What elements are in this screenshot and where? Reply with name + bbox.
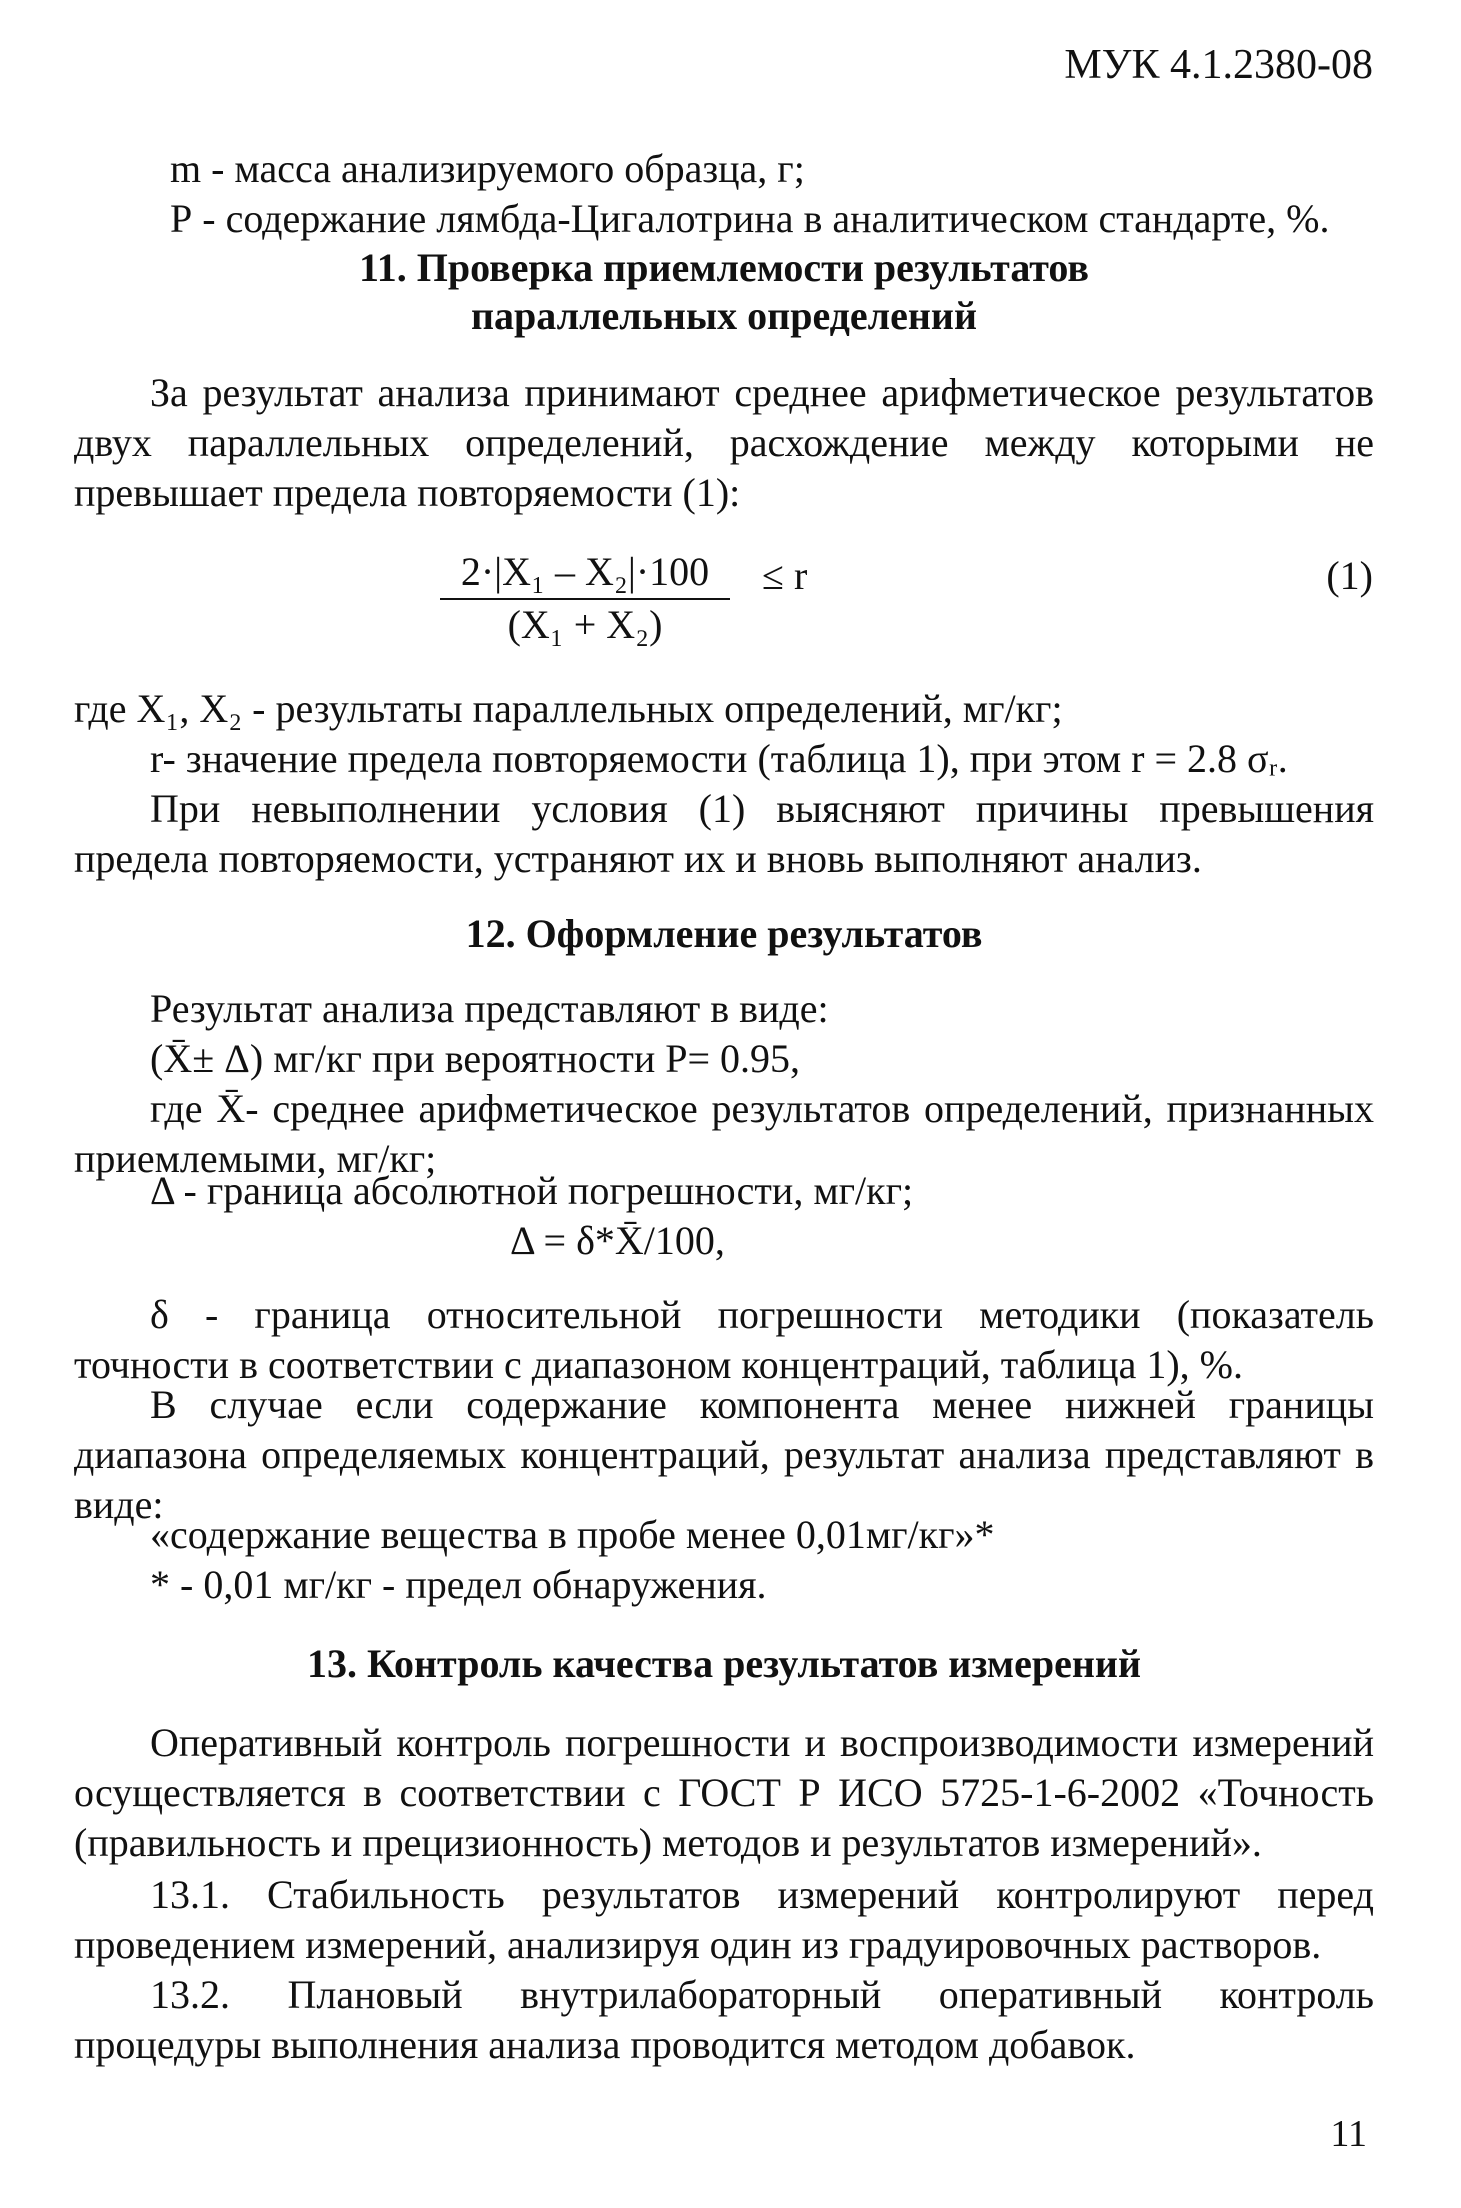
formula-number: (1) bbox=[1326, 553, 1373, 598]
section-11-paragraph-1: За результат анализа принимают среднее арифметическое результатов двух параллельных определений, расхождение между которыми не превышает предела повторяемости (1): bbox=[74, 370, 1374, 515]
section-13-2-paragraph: 13.2. Плановый внутрилабораторный оперативный контроль процедуры выполнения анализа проводится методом добавок. bbox=[74, 1972, 1374, 2067]
below-range-result: «содержание вещества в пробе менее 0,01мг/кг»* bbox=[150, 1512, 995, 1557]
mean-definition: где X̄- среднее арифметическое результатов определений, признанных приемлемыми, мг/кг; bbox=[74, 1086, 1374, 1181]
result-form-line: Результат анализа представляют в виде: bbox=[150, 986, 829, 1031]
definition-m: m - масса анализируемого образца, г; bbox=[170, 146, 805, 191]
definition-p: Р - содержание лямбда-Цигалотрина в аналитическом стандарте, %. bbox=[170, 196, 1330, 241]
section-13-1-paragraph: 13.1. Стабильность результатов измерений контролируют перед проведением измерений, анализируя один из градуировочных растворов. bbox=[74, 1872, 1374, 1967]
below-range-paragraph: В случае если содержание компонента менее нижней границы диапазона определяемых концентраций, результат анализа представляют в виде: bbox=[74, 1382, 1374, 1527]
formula-relation: ≤ r bbox=[762, 553, 808, 598]
abs-error-formula: Δ = δ*X̄/100, bbox=[510, 1218, 725, 1263]
where-r-definition: r- значение предела повторяемости (таблица 1), при этом r = 2.8 σᵣ. bbox=[150, 736, 1288, 781]
result-expression: (X̄± Δ) мг/кг при вероятности Р= 0.95, bbox=[150, 1036, 801, 1081]
page-number: 11 bbox=[1330, 2113, 1367, 2155]
repeatability-formula bbox=[440, 548, 730, 650]
rel-error-definition: δ - граница относительной погрешности методики (показатель точности в соответствии с диапазоном концентраций, таблица 1), %. bbox=[74, 1292, 1374, 1387]
section-13-title: 13. Контроль качества результатов измерений bbox=[307, 1641, 1141, 1686]
detection-limit-note: * - 0,01 мг/кг - предел обнаружения. bbox=[150, 1562, 767, 1607]
section-11-title-line1: 11. Проверка приемлемости результатов bbox=[358, 245, 1090, 290]
section-11-title-line2: параллельных определений bbox=[471, 293, 977, 338]
section-13-paragraph-1: Оперативный контроль погрешности и воспроизводимости измерений осуществляется в соответствии с ГОСТ Р ИСО 5725-1-6-2002 «Точность (правильность и прецизионность) методов и результатов измерений». bbox=[74, 1720, 1374, 1865]
section-12-title: 12. Оформление результатов bbox=[465, 911, 983, 956]
section-11-paragraph-2: При невыполнении условия (1) выясняют причины превышения предела повторяемости, устраняют их и вновь выполняют анализ. bbox=[74, 786, 1374, 881]
formula-numerator: 2·|X₁ – X₂|·100 bbox=[440, 548, 730, 600]
formula-denominator: (X₁ + X₂) bbox=[507, 602, 663, 647]
document-id: МУК 4.1.2380-08 bbox=[1064, 42, 1373, 88]
where-x-definition: где X₁, X₂ - результаты параллельных определений, мг/кг; bbox=[74, 686, 1063, 731]
abs-error-definition: Δ - граница абсолютной погрешности, мг/кг; bbox=[150, 1168, 914, 1213]
